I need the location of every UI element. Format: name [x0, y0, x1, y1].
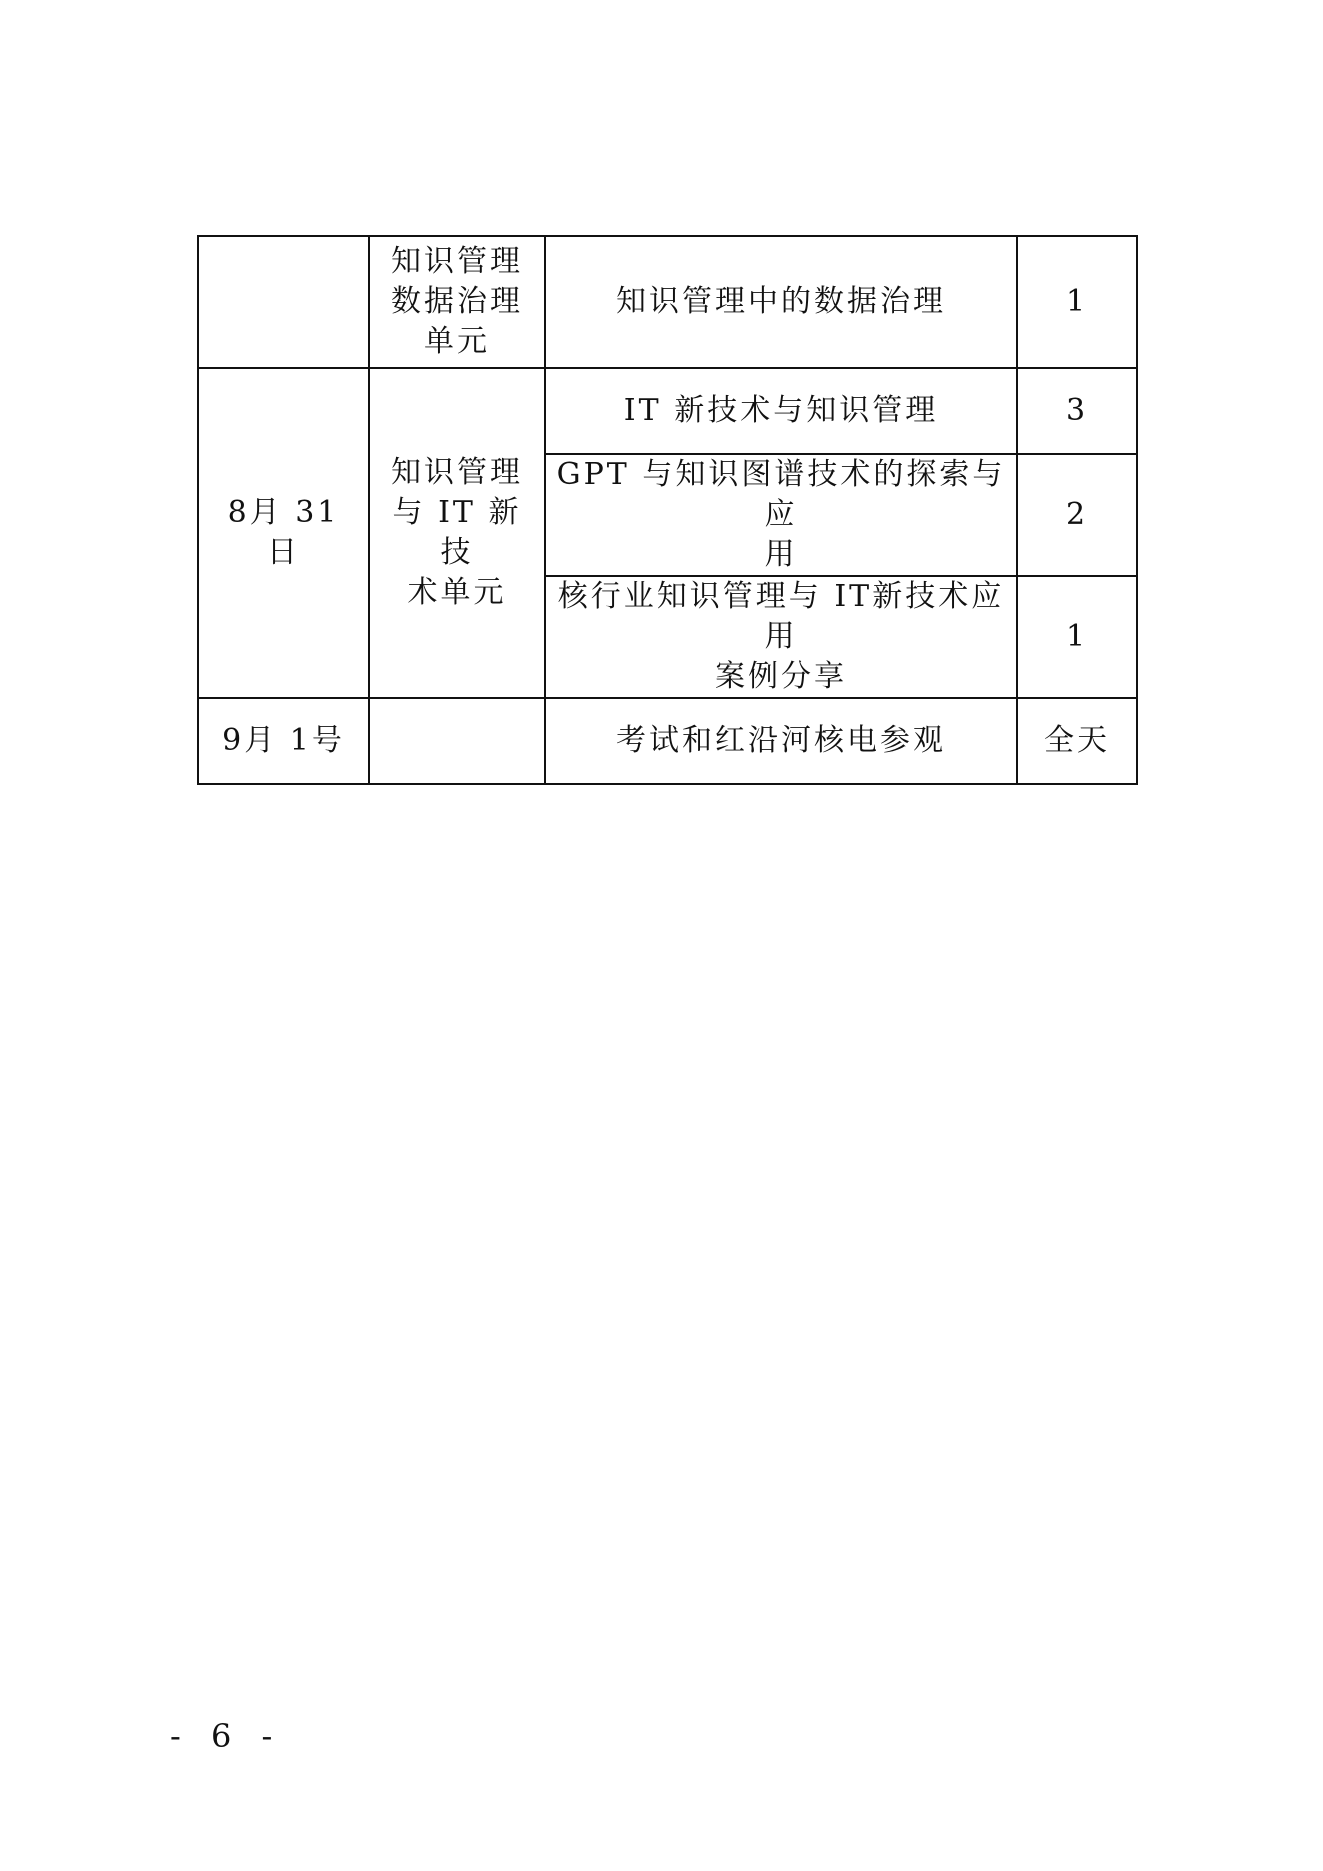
unit-line: 与 IT 新技: [392, 495, 522, 570]
unit-cell: [369, 698, 545, 784]
hours-cell: 2: [1017, 454, 1137, 576]
topic-cell: 考试和红沿河核电参观: [545, 698, 1017, 784]
table-row: [198, 698, 1137, 784]
unit-line: 单元: [424, 324, 490, 359]
table-row: [198, 236, 1137, 368]
topic-cell: [545, 454, 1017, 576]
unit-line: 知识管理: [391, 244, 523, 279]
topic-line: GPT 与知识图谱技术的探索与应: [556, 457, 1006, 532]
unit-cell: [369, 236, 545, 368]
unit-cell: [369, 368, 545, 698]
unit-line: 数据治理: [391, 284, 523, 319]
topic-cell: IT 新技术与知识管理: [545, 368, 1017, 454]
topic-line: 核行业知识管理与 IT新技术应用: [557, 579, 1005, 654]
topic-line: 案例分享: [715, 659, 847, 694]
hours-cell: 全天: [1017, 698, 1137, 784]
page-number: - 6 -: [170, 1717, 283, 1755]
hours-cell: 1: [1017, 576, 1137, 698]
date-cell: [198, 236, 369, 368]
topic-cell: 知识管理中的数据治理: [545, 236, 1017, 368]
topic-line: 用: [764, 537, 798, 572]
date-cell: 9月 1号: [198, 698, 369, 784]
hours-cell: 1: [1017, 236, 1137, 368]
table-row: [198, 368, 1137, 454]
unit-line: 术单元: [407, 575, 507, 610]
date-cell: 8月 31 日: [198, 368, 369, 698]
unit-line: 知识管理: [391, 455, 523, 490]
hours-cell: 3: [1017, 368, 1137, 454]
topic-cell: [545, 576, 1017, 698]
schedule-table: [197, 235, 1138, 785]
